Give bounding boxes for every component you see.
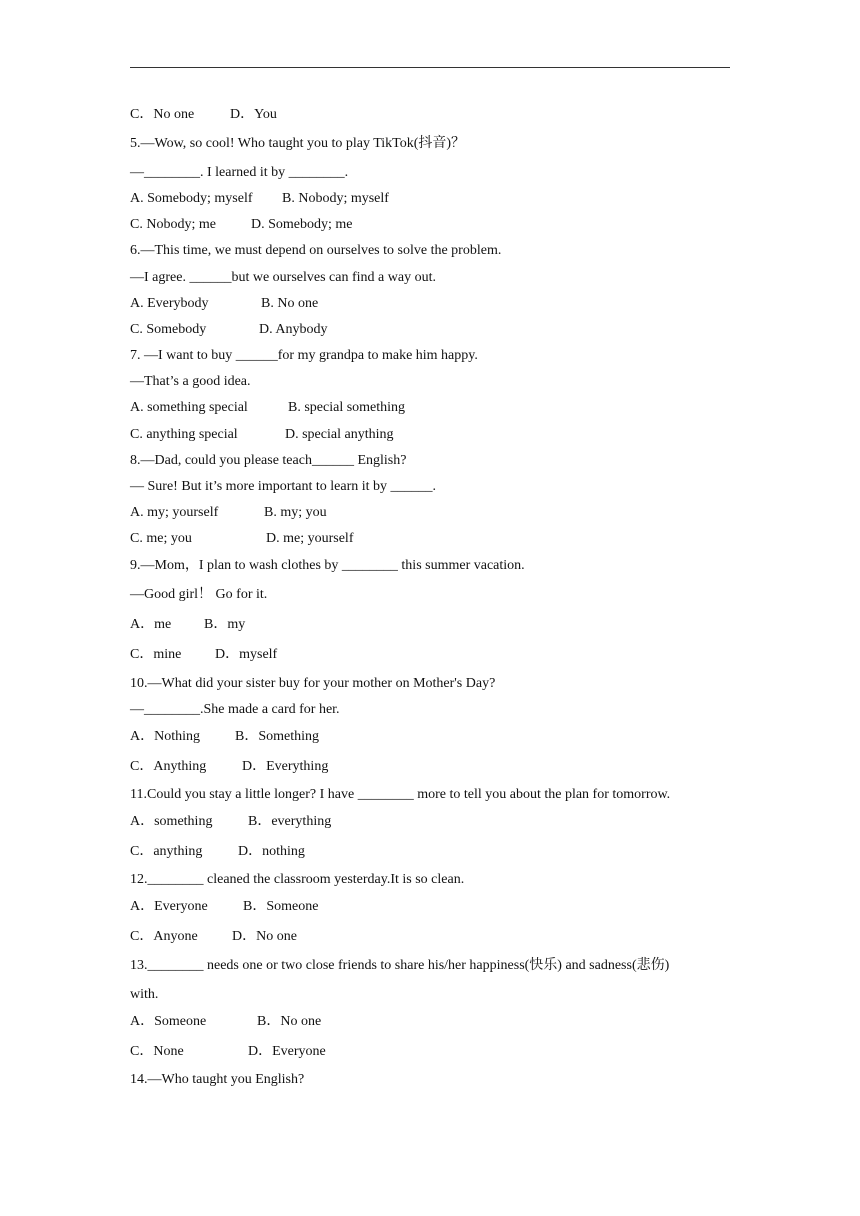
options-line — [130, 1043, 730, 1061]
option-right: B. No one — [261, 296, 319, 311]
option-left: A. Somebody; myself — [130, 191, 253, 206]
option-left: C．No one — [130, 107, 195, 122]
option-left: A．Everyone — [130, 899, 208, 914]
option-left: C. me; you — [130, 531, 192, 546]
option-left: C. Somebody — [130, 322, 207, 337]
option-right: D．myself — [215, 647, 278, 662]
question-line: 5.—Wow, so cool! Who taught you to play TikTok(抖音)？ — [130, 136, 466, 151]
options-line — [130, 399, 730, 417]
question-line: —Good girl！ Go for it. — [130, 587, 268, 602]
option-right: B．Someone — [243, 899, 319, 914]
question-line: 6.—This time, we must depend on ourselves to solve the problem. — [130, 243, 502, 258]
option-right: D．No one — [232, 929, 297, 944]
question-line: —________. I learned it by ________. — [130, 165, 349, 180]
question-line: — Sure! But it’s more important to learn it by ______. — [130, 479, 437, 494]
question-line: —I agree. ______but we ourselves can find a way out. — [130, 270, 436, 285]
options-line — [130, 898, 730, 916]
options-line — [130, 758, 730, 776]
options-line — [130, 216, 730, 234]
option-left: A．Nothing — [130, 729, 200, 744]
question-line: 14.—Who taught you English? — [130, 1072, 305, 1087]
option-right: B．my — [204, 617, 246, 632]
option-right: D．nothing — [238, 844, 305, 859]
option-right: D．You — [230, 107, 277, 122]
options-line — [130, 426, 730, 444]
option-left: A．something — [130, 814, 213, 829]
question-line: with. — [130, 987, 159, 1002]
option-left: C. Nobody; me — [130, 217, 216, 232]
question-line: 7. —I want to buy ______for my grandpa to make him happy. — [130, 348, 478, 363]
option-left: A．Someone — [130, 1014, 207, 1029]
option-right: D. Somebody; me — [251, 217, 353, 232]
option-right: B. Nobody; myself — [282, 191, 389, 206]
option-left: C．anything — [130, 844, 203, 859]
options-line — [130, 190, 730, 208]
options-line — [130, 728, 730, 746]
question-line: 9.—Mom，I plan to wash clothes by ________ this summer vacation. — [130, 558, 525, 573]
option-right: D．Everything — [242, 759, 329, 774]
options-line — [130, 843, 730, 861]
option-right: D．Everyone — [248, 1044, 326, 1059]
options-line — [130, 616, 730, 634]
options-line — [130, 530, 730, 548]
options-line — [130, 321, 730, 339]
question-line: 11.Could you stay a little longer? I have ________ more to tell you about the plan for tomorrow. — [130, 787, 671, 802]
question-line: 10.—What did your sister buy for your mother on Mother's Day? — [130, 676, 496, 691]
option-right: B．Something — [235, 729, 320, 744]
question-line: —________.She made a card for her. — [130, 702, 340, 717]
header-rule — [130, 67, 730, 68]
options-line — [130, 106, 730, 124]
option-right: B．No one — [257, 1014, 322, 1029]
option-left: A. something special — [130, 400, 248, 415]
options-line — [130, 295, 730, 313]
question-line: 12.________ cleaned the classroom yesterday.It is so clean. — [130, 872, 465, 887]
question-line: —That’s a good idea. — [130, 374, 251, 389]
options-line — [130, 813, 730, 831]
option-left: A．me — [130, 617, 172, 632]
option-right: D. Anybody — [259, 322, 328, 337]
option-left: C．Anything — [130, 759, 207, 774]
option-left: C. anything special — [130, 427, 238, 442]
option-left: C．None — [130, 1044, 184, 1059]
option-right: D. special anything — [285, 427, 394, 442]
options-line — [130, 504, 730, 522]
option-left: A. Everybody — [130, 296, 209, 311]
option-right: B. my; you — [264, 505, 327, 520]
option-right: D. me; yourself — [266, 531, 354, 546]
options-line — [130, 928, 730, 946]
question-line: 13.________ needs one or two close friends to share his/her happiness(快乐) and sadness(悲伤) — [130, 958, 670, 973]
option-left: C．Anyone — [130, 929, 198, 944]
options-line — [130, 646, 730, 664]
question-line: 8.—Dad, could you please teach______ English? — [130, 453, 407, 468]
options-line — [130, 1013, 730, 1031]
option-left: C．mine — [130, 647, 182, 662]
option-left: A. my; yourself — [130, 505, 219, 520]
option-right: B. special something — [288, 400, 406, 415]
option-right: B．everything — [248, 814, 332, 829]
